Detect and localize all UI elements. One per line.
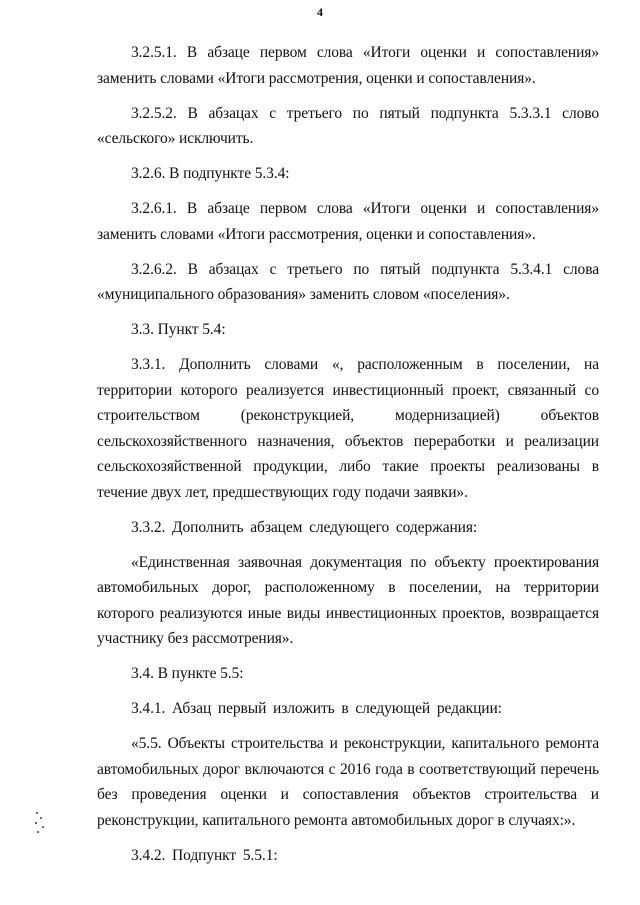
paragraph-3-3-2: 3.3.2. Дополнить абзацем следующего содержания: [131, 518, 478, 536]
quoted-paragraph-1: «Единственная заявочная документация по объекту проектирования автомобильных дорог, расположенному в поселении, на территории которого реализуются иные виды инвестиционных проектов, возвращается участнику без рассмотрения». [97, 553, 599, 647]
paragraph-3-2-5-2: 3.2.5.2. В абзацах с третьего по пятый подпункта 5.3.3.1 слово «сельского» исключить. [97, 104, 599, 147]
paragraph-3-2-6-2: 3.2.6.2. В абзацах с третьего по пятый подпункта 5.3.4.1 слова «муниципального образования» заменить словом «поселения». [97, 260, 599, 303]
page-number: 4 [317, 5, 323, 19]
scan-specks [34, 812, 46, 836]
document-body [97, 40, 599, 878]
quoted-paragraph-2: «5.5. Объекты строительства и реконструкции, капитального ремонта автомобильных дорог включаются с 2016 года в соответствующий перечень без проведения оценки и сопоставления объектов строительства и реконструкции, капитального ремонта автомобильных дорог в случаях:». [97, 735, 599, 829]
paragraph-3-4-1: 3.4.1. Абзац первый изложить в следующей редакции: [131, 700, 502, 717]
paragraph-3-2-6-1: 3.2.6.1. В абзаце первом слова «Итоги оценки и сопоставления» заменить словами «Итоги рассмотрения, оценки и сопоставления». [97, 200, 599, 243]
paragraph-3-3-1: 3.3.1. Дополнить словами «, расположенным в поселении, на территории которого реализуется инвестиционный проект, связанный со строительством (реконструкцией, модернизацией) объектов сельскохозяйственного назначения, объектов переработки и реализации сельскохозяйственной продукции, либо такие проекты реализованы в течение двух лет, предшествующих году подачи заявки». [97, 356, 599, 501]
paragraph-3-2-6: 3.2.6. В подпункте 5.3.4: [131, 165, 290, 182]
paragraph-3-4-2: 3.4.2. Подпункт 5.5.1: [131, 846, 278, 864]
paragraph-3-3: 3.3. Пункт 5.4: [131, 321, 226, 338]
paragraph-3-4: 3.4. В пункте 5.5: [131, 665, 244, 682]
paragraph-3-2-5-1: 3.2.5.1. В абзаце первом слова «Итоги оценки и сопоставления» заменить словами «Итоги рассмотрения, оценки и сопоставления». [97, 44, 599, 87]
